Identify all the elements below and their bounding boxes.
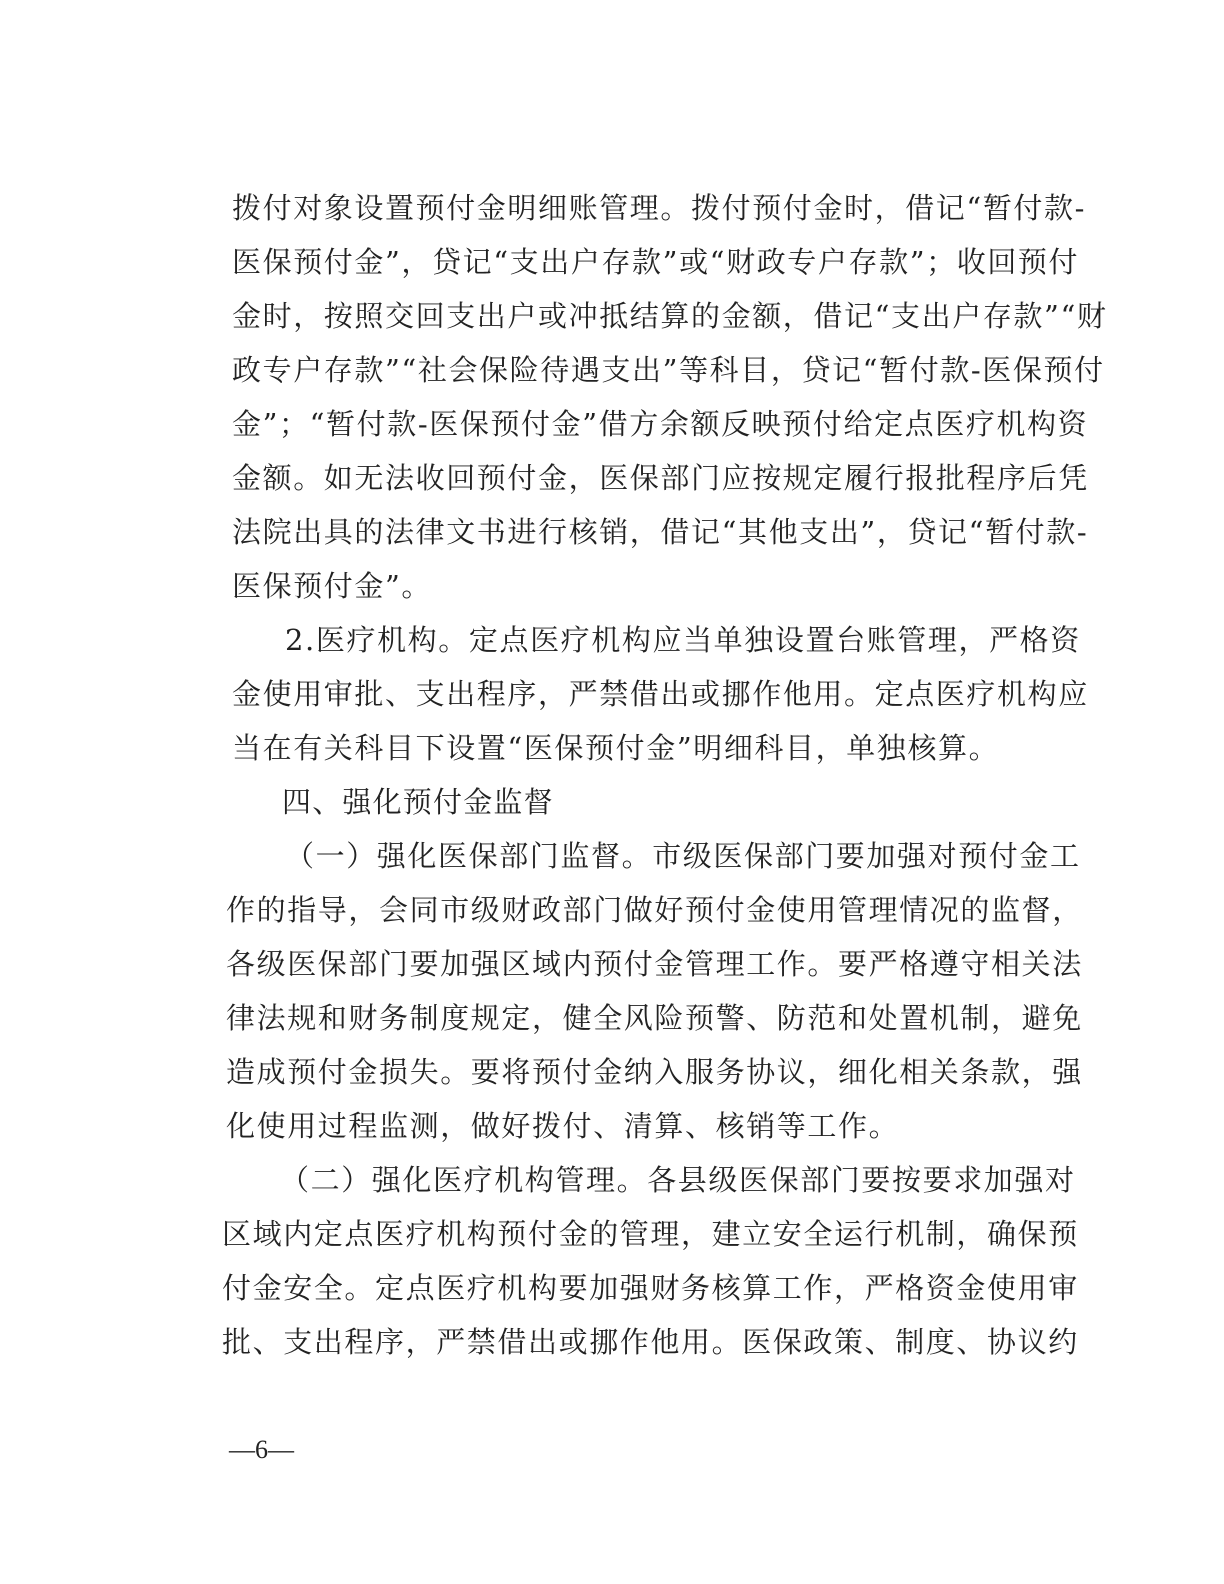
- text-line-9: 2.医疗机构。定点医疗机构应当单独设置台账管理，严格资: [285, 623, 1081, 657]
- text-line-15: 各级医保部门要加强区域内预付金管理工作。要严格遵守相关法: [226, 947, 1083, 981]
- text-line-21: 付金安全。定点医疗机构要加强财务核算工作，严格资金使用审: [222, 1271, 1079, 1305]
- text-line-17: 造成预付金损失。要将预付金纳入服务协议，细化相关条款，强: [226, 1055, 1083, 1089]
- text-line-10: 金使用审批、支出程序，严禁借出或挪作他用。定点医疗机构应: [232, 677, 1089, 711]
- text-line-2: 医保预付金”，贷记“支出户存款”或“财政专户存款”；收回预付: [232, 245, 1080, 279]
- text-line-6: 金额。如无法收回预付金，医保部门应按规定履行报批程序后凭: [232, 461, 1089, 495]
- text-line-19: （二）强化医疗机构管理。各县级医保部门要按要求加强对: [280, 1163, 1076, 1197]
- text-line-11: 当在有关科目下设置“医保预付金”明细科目，单独核算。: [232, 731, 1000, 765]
- text-line-16: 律法规和财务制度规定，健全风险预警、防范和处置机制，避免: [226, 1001, 1083, 1035]
- text-line-1: 拨付对象设置预付金明细账管理。拨付预付金时，借记“暂付款-: [232, 191, 1087, 225]
- text-line-13: （一）强化医保部门监督。市级医保部门要加强对预付金工: [285, 839, 1081, 873]
- text-line-18: 化使用过程监测，做好拨付、清算、核销等工作。: [226, 1109, 900, 1143]
- text-line-5: 金”；“暂付款-医保预付金”借方余额反映预付给定点医疗机构资: [232, 407, 1089, 441]
- text-line-22: 批、支出程序，严禁借出或挪作他用。医保政策、制度、协议约: [222, 1325, 1079, 1359]
- text-line-4: 政专户存款”“社会保险待遇支出”等科目，贷记“暂付款-医保预付: [232, 353, 1105, 387]
- text-line-8: 医保预付金”。: [232, 569, 433, 603]
- text-line-3: 金时，按照交回支出户或冲抵结算的金额，借记“支出户存款”“财: [232, 299, 1108, 333]
- section-heading: 四、强化预付金监督: [282, 785, 554, 819]
- text-line-20: 区域内定点医疗机构预付金的管理，建立安全运行机制，确保预: [222, 1217, 1079, 1251]
- text-line-7: 法院出具的法律文书进行核销，借记“其他支出”，贷记“暂付款-: [232, 515, 1089, 549]
- text-line-14: 作的指导，会同市级财政部门做好预付金使用管理情况的监督，: [226, 893, 1083, 927]
- page-number: —6—: [229, 1435, 294, 1464]
